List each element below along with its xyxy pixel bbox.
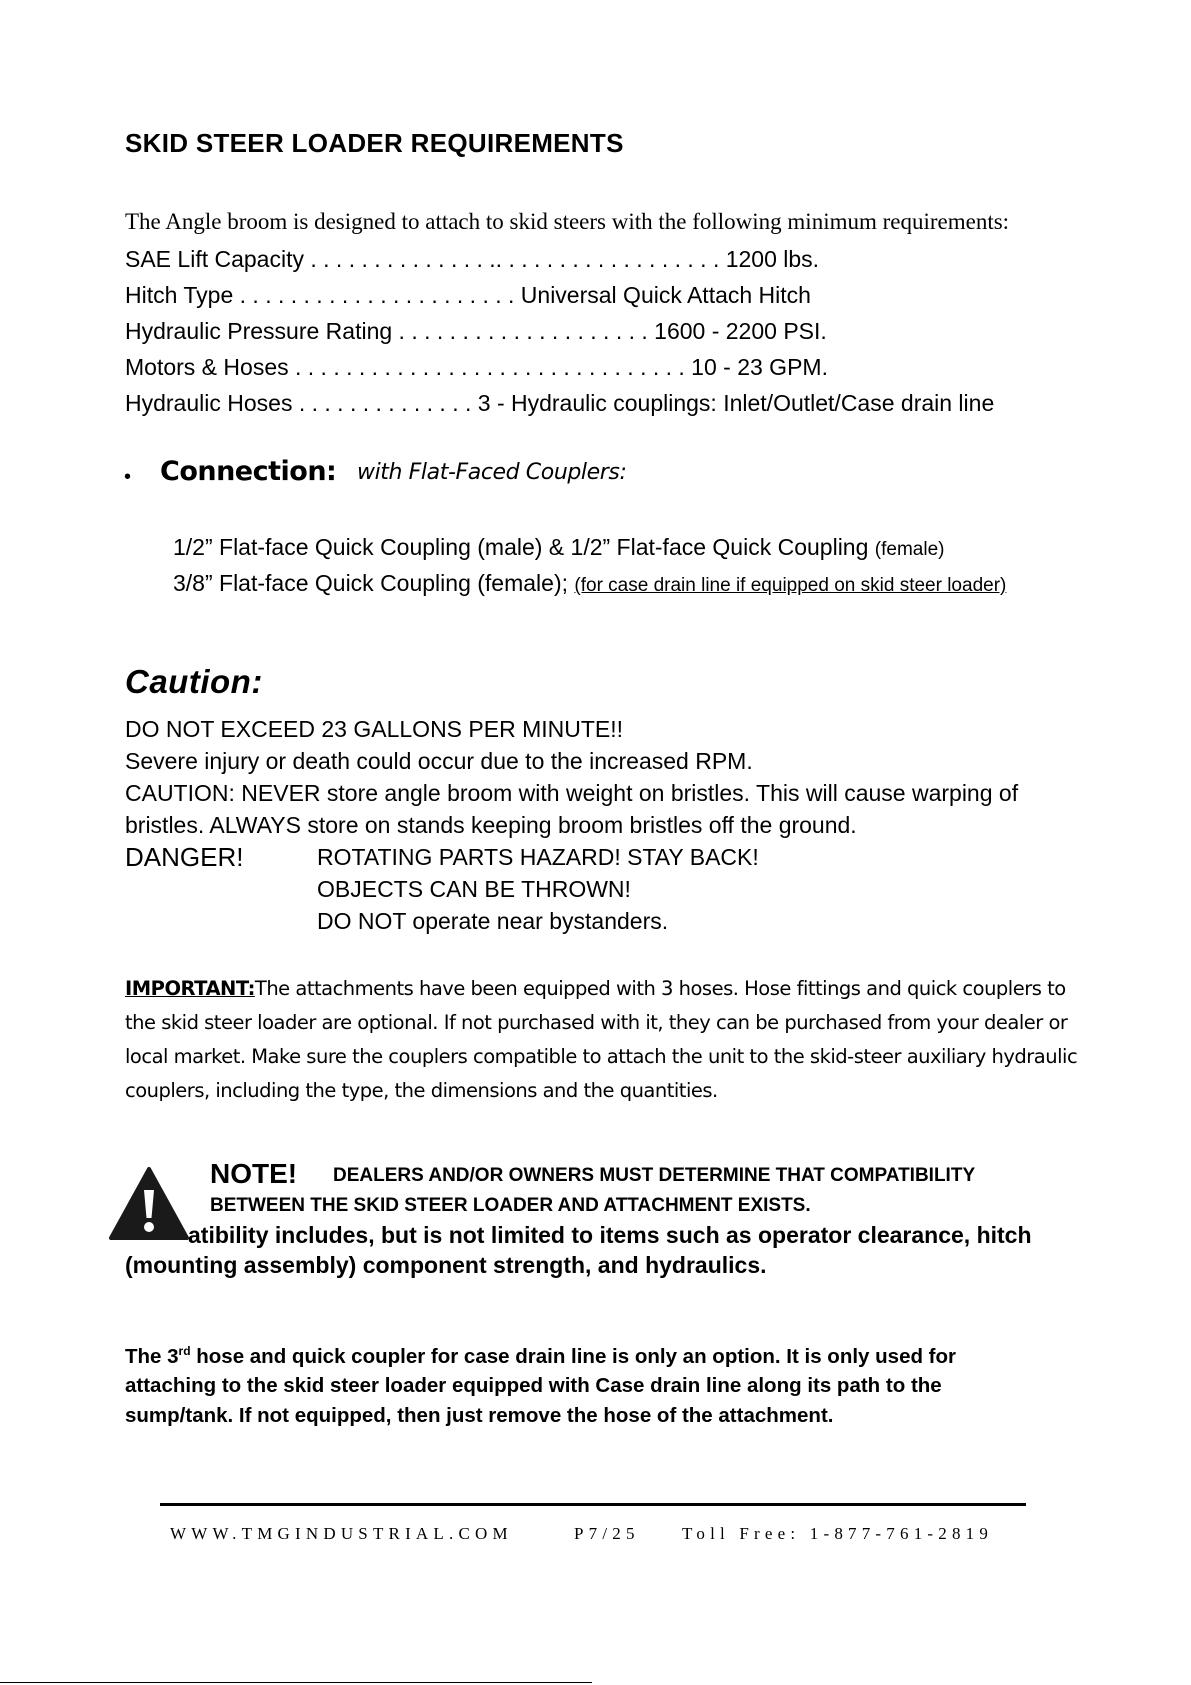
coupling-line-1 — [173, 534, 944, 561]
note-line-2: BETWEEN THE SKID STEER LOADER AND ATTACHMENT EXISTS. — [210, 1195, 811, 1216]
footer-divider — [160, 1503, 1026, 1506]
caution-heading: Caution: — [125, 663, 263, 700]
hose-note-pre: The 3 — [125, 1344, 179, 1368]
footer-website: WWW.TMGINDUSTRIAL.COM — [170, 1524, 513, 1543]
coupling-line-1-main: 1/2” Flat-face Quick Coupling (male) & 1/2” Flat-face Quick Coupling — [173, 534, 869, 560]
intro-text: The Angle broom is designed to attach to skid steers with the following minimum requirements: — [125, 209, 1010, 234]
requirement-pressure-rating: Hydraulic Pressure Rating . . . . . . . . . . . . . . . . . . . . 1600 - 2200 PSI. — [125, 318, 827, 344]
bullet-icon: • — [124, 466, 132, 488]
requirement-motors-hoses: Motors & Hoses . . . . . . . . . . . . . . . . . . . . . . . . . . . . . . . 10 - 23 GPM. — [125, 354, 828, 380]
caution-line-1: DO NOT EXCEED 23 GALLONS PER MINUTE!! — [125, 716, 624, 742]
connection-label: Connection: — [160, 456, 337, 487]
important-paragraph — [125, 972, 1085, 1108]
caution-line-2: Severe injury or death could occur due to the increased RPM. — [125, 748, 753, 774]
footer-phone: Toll Free: 1-877-761-2819 — [682, 1524, 994, 1543]
note-line-1: DEALERS AND/OR OWNERS MUST DETERMINE THAT COMPATIBILITY — [333, 1165, 976, 1186]
coupling-line-2-small: (for case drain line if equipped on skid steer loader) — [574, 575, 1007, 596]
hose-note-line-3: sump/tank. If not equipped, then just remove the hose of the attachment. — [125, 1404, 834, 1427]
danger-line-1: ROTATING PARTS HAZARD! STAY BACK! — [317, 844, 759, 870]
footer-page-number: P7/25 — [574, 1524, 640, 1543]
note-label: NOTE! — [210, 1158, 298, 1189]
page-title: SKID STEER LOADER REQUIREMENTS — [125, 128, 624, 158]
compatibility-line-2: (mounting assembly) component strength, and hydraulics. — [125, 1252, 767, 1278]
caution-line-4: bristles. ALWAYS store on stands keeping broom bristles off the ground. — [125, 812, 857, 838]
warning-triangle-icon — [108, 1166, 190, 1242]
hose-note-post: hose and quick coupler for case drain line is only an option. It is only used for — [190, 1344, 957, 1368]
coupling-line-1-small: (female) — [874, 539, 945, 560]
requirement-hitch-type: Hitch Type . . . . . . . . . . . . . . . . . . . . . . Universal Quick Attach Hitch — [125, 282, 811, 308]
hose-note-line-1 — [125, 1344, 956, 1369]
important-text: The attachments have been equipped with 3 hoses. Hose fittings and quick couplers to the skid steer loader are optional. If not purchased with it, they can be purchased from your dealer or local market. Make sure the couplers compatible to attach the unit to the skid-steer auxiliary hydraulic couplers, including the type, the dimensions and the quantities. — [125, 977, 1078, 1102]
coupling-line-2 — [173, 570, 1006, 597]
requirement-hydraulic-hoses: Hydraulic Hoses . . . . . . . . . . . . . . 3 - Hydraulic couplings: Inlet/Outlet/Case drain line — [125, 390, 995, 416]
compatibility-line-1: atibility includes, but is not limited to items such as operator clearance, hitch — [188, 1222, 1032, 1248]
hose-note-line-2: attaching to the skid steer loader equipped with Case drain line along its path to the — [125, 1374, 942, 1397]
danger-label: DANGER! — [125, 842, 244, 872]
danger-line-2: OBJECTS CAN BE THROWN! — [317, 876, 631, 902]
connection-note: with Flat-Faced Couplers: — [357, 460, 627, 485]
hose-note-sup: rd — [178, 1344, 191, 1358]
bottom-edge-line — [0, 1682, 592, 1683]
requirement-lift-capacity: SAE Lift Capacity . . . . . . . . . . . . . . .. . . . . . . . . . . . . . . . . . 1200 lbs. — [125, 246, 820, 272]
coupling-line-2-main: 3/8” Flat-face Quick Coupling (female); — [173, 570, 568, 596]
danger-line-3: DO NOT operate near bystanders. — [317, 908, 669, 934]
important-label: IMPORTANT: — [125, 977, 255, 1000]
caution-line-3: CAUTION: NEVER store angle broom with weight on bristles. This will cause warping of — [125, 780, 1019, 806]
